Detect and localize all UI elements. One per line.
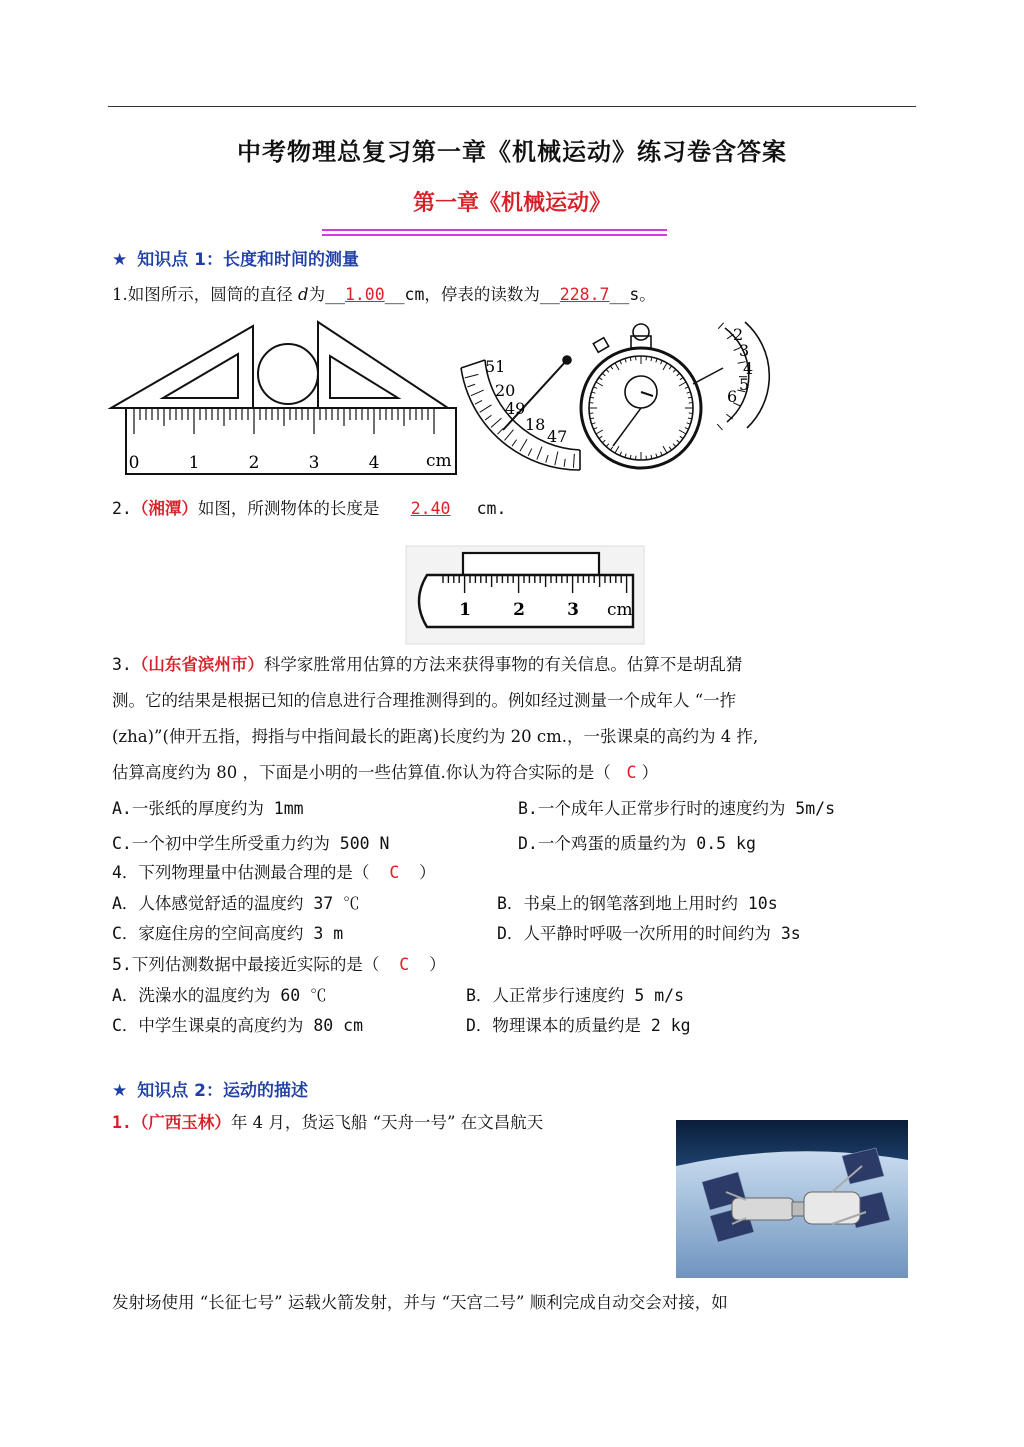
star-icon: ★ (112, 1081, 128, 1101)
watch-tick (680, 377, 683, 379)
q5-option-a: A．洗澡水的温度约为 60 ℃ (112, 986, 327, 1005)
knowledge-point-1 (112, 245, 359, 270)
watch-tick (687, 423, 691, 424)
ruler-cylinder-figure (108, 318, 463, 478)
question-text: ） (419, 863, 436, 882)
ruler-label: 3 (567, 600, 579, 620)
q4-option-c: C．家庭住房的空间高度约 3 m (112, 924, 344, 943)
watch-tick (677, 373, 680, 376)
crown (631, 336, 651, 348)
q3-option-c: C.一个初中学生所受重力约为 500 N (112, 834, 390, 853)
ruler-unit: cm (607, 600, 633, 620)
watch-tick (593, 428, 597, 430)
watch-tick (602, 440, 605, 443)
dial-tick (471, 390, 484, 396)
header-rule (108, 106, 916, 107)
question-text: 测。它的结果是根据已知的信息进行合理推测得到的。例如经过测量一个成年人 “一拃 (112, 691, 737, 710)
dial-tick (485, 415, 491, 420)
answer-diameter: 1.00 (344, 285, 385, 304)
watch-tick (625, 359, 626, 363)
watch-tick (669, 366, 671, 369)
right-triangle-inner (330, 356, 398, 398)
watch-tick (610, 366, 612, 369)
question-text: (zha)”(伸开五指，拇指与中指间最长的距离)长度约为 20 cm.，一张课桌的高约为 4 拃, (112, 727, 759, 746)
dial-label: 4 (743, 359, 754, 378)
ruler-tick-labels (129, 451, 452, 473)
ruler-label: 0 (128, 453, 140, 473)
dial-label: 3 (739, 341, 750, 360)
question-text: 如图，所测物体的长度是 (197, 499, 380, 518)
cargo-ship-body (732, 1198, 794, 1220)
dial-tick (546, 455, 548, 463)
left-triangle-inner (163, 354, 238, 398)
question-5 (112, 954, 446, 976)
dial-label: 51 (485, 357, 506, 376)
answer-choice: C (389, 863, 400, 882)
watch-tick (687, 392, 691, 393)
watch-tick (669, 447, 671, 450)
watch-tick (679, 382, 686, 386)
chapter-underline-bottom (322, 234, 667, 236)
measured-block (463, 553, 599, 575)
dial-tick (491, 418, 502, 427)
dial-label: 20 (495, 381, 516, 400)
second-hand (613, 408, 641, 446)
watch-tick (677, 440, 680, 443)
watch-tick (606, 369, 609, 372)
watch-tick (610, 447, 612, 450)
ruler-label: 3 (308, 453, 320, 473)
dial-tick (467, 384, 475, 387)
question-text: 年 4 月，货运飞船 “天舟一号” 在文昌航天 (230, 1113, 544, 1132)
watch-tick (596, 382, 603, 386)
question-1 (112, 284, 656, 306)
dial-tick (717, 424, 722, 430)
watch-tick (656, 359, 657, 363)
q4-option-b: B．书桌上的钢笔落到地上用时约 10s (497, 894, 778, 913)
question-number: 1. (112, 1113, 132, 1132)
dial-tick (497, 428, 503, 434)
watch-tick (596, 430, 603, 434)
question-text: 4．下列物理量中估测最合理的是（ (112, 863, 370, 882)
dial-tick (505, 430, 514, 441)
question-source: （广西玉林） (131, 1113, 231, 1132)
cylinder (258, 344, 318, 404)
dial-label: 2 (733, 325, 744, 344)
question-kp2-1-continued: 发射场使用 “长征七号” 运载火箭发射，并与 “天宫二号” 顺利完成自动交会对接，如 (112, 1293, 728, 1312)
watch-tick (592, 423, 596, 424)
watch-tick (661, 360, 663, 364)
chapter-underline-top (322, 229, 667, 231)
variable-d: d (298, 285, 309, 304)
question-number: 2. (112, 499, 132, 518)
q5-option-c: C．中学生课桌的高度约为 80 cm (112, 1016, 364, 1035)
question-number: 3. (112, 655, 132, 674)
question-text: ） (429, 955, 446, 974)
left-triangle (111, 326, 253, 408)
question-number: 1. (112, 285, 128, 304)
dial-tick (465, 374, 479, 377)
watch-tick (679, 430, 686, 434)
answer-choice: C (626, 763, 637, 782)
dial-tick (475, 400, 482, 404)
crown-ring (633, 324, 649, 340)
knowledge-point-label: 知识点 2：运动的描述 (137, 1081, 308, 1101)
q5-option-d: D．物理课本的质量约是 2 kg (466, 1016, 691, 1035)
question-3 (112, 650, 758, 788)
watch-tick (615, 363, 619, 370)
dial-label: 5 (739, 375, 750, 394)
dial-tick (537, 447, 542, 460)
question-text: 5.下列估测数据中最接近实际的是（ (112, 955, 380, 974)
side-button (593, 338, 608, 353)
answer-choice: C (399, 955, 410, 974)
question-text: __s。 (609, 285, 656, 304)
q3-option-b: B.一个成年人正常步行时的速度约为 5m/s (518, 799, 836, 818)
dial-tick (564, 459, 565, 467)
page-title: 中考物理总复习第一章《机械运动》练习卷含答案 (237, 137, 787, 166)
answer-length: 2.40 (410, 499, 451, 518)
question-source: （湘潭） (131, 499, 198, 518)
dial-tick (718, 323, 723, 329)
question-text: 为__ (308, 285, 345, 304)
q3-option-d: D.一个鸡蛋的质量约为 0.5 kg (518, 834, 756, 853)
dial-label: 49 (505, 399, 526, 418)
pointer-end (563, 356, 571, 364)
ruler-unit: cm (426, 451, 452, 471)
watch-tick (599, 436, 602, 438)
right-triangle (318, 322, 448, 408)
question-text: 估算高度约为 80 ，下面是小明的一些估算值.你认为符合实际的是（ (112, 763, 611, 782)
spacecraft-photo (676, 1120, 908, 1278)
knowledge-point-label: 知识点 1：长度和时间的测量 (137, 250, 359, 270)
space-lab-body (804, 1192, 860, 1224)
watch-tick (620, 452, 622, 456)
dial-tick (520, 439, 527, 451)
watch-tick (685, 387, 689, 389)
stopwatch-figure (455, 318, 785, 480)
q4-option-d: D．人平静时呼吸一次所用的时间约为 3s (497, 924, 801, 943)
ruler-label: 1 (459, 600, 471, 620)
dial-label: 47 (547, 427, 568, 446)
question-2 (112, 498, 506, 520)
question-text: __cm，停表的读数为__ (384, 285, 560, 304)
watch-tick (663, 446, 667, 453)
question-text: 如图所示，圆筒的直径 (127, 285, 293, 304)
minute-hand (641, 392, 653, 396)
q5-option-b: B．人正常步行速度约 5 m/s (466, 986, 685, 1005)
watch-tick (599, 377, 602, 379)
watch-tick (673, 444, 676, 447)
question-text: cm. (476, 499, 507, 518)
q3-option-a: A.一张纸的厚度约为 1mm (112, 799, 304, 818)
watch-tick (625, 454, 626, 458)
dial-label: 6 (727, 387, 738, 406)
dial-tick (573, 454, 574, 468)
watch-tick (673, 369, 676, 372)
watch-tick (606, 444, 609, 447)
dial-label: 18 (525, 415, 546, 434)
knowledge-point-2 (112, 1076, 308, 1101)
watch-tick (602, 373, 605, 376)
watch-tick (663, 363, 667, 370)
question-text: 科学家胜常用估算的方法来获得事物的有关信息。估算不是胡乱猜 (263, 655, 743, 674)
watch-tick (661, 452, 663, 456)
ruler-label: 2 (248, 453, 260, 473)
star-icon: ★ (112, 250, 128, 270)
watch-tick (680, 436, 683, 438)
dial-tick (512, 440, 517, 447)
ruler-body (419, 575, 633, 627)
ruler-label: 1 (188, 453, 200, 473)
watch-tick (685, 428, 689, 430)
watch-tick (615, 446, 619, 453)
question-4 (112, 862, 436, 884)
watch-tick (592, 392, 596, 393)
q4-option-a: A．人体感觉舒适的温度约 37 ℃ (112, 894, 360, 913)
chapter-title: 第一章《机械运动》 (412, 190, 611, 216)
question-kp2-1 (112, 1112, 543, 1134)
ruler-block-figure (405, 545, 645, 645)
watch-tick (620, 360, 622, 364)
dial-tick (528, 449, 532, 456)
zoom-arrow (693, 368, 723, 384)
watch-tick (656, 454, 657, 458)
dial-tick (480, 405, 492, 413)
watch-tick (593, 387, 597, 389)
question-text: ） (641, 763, 659, 782)
question-source: （山东省滨州市） (131, 655, 264, 674)
ruler-label: 4 (368, 453, 380, 473)
ruler-label: 2 (513, 600, 525, 620)
dial-tick (555, 451, 558, 465)
answer-stopwatch: 228.7 (559, 285, 610, 304)
outer-dial-arc (461, 368, 580, 470)
